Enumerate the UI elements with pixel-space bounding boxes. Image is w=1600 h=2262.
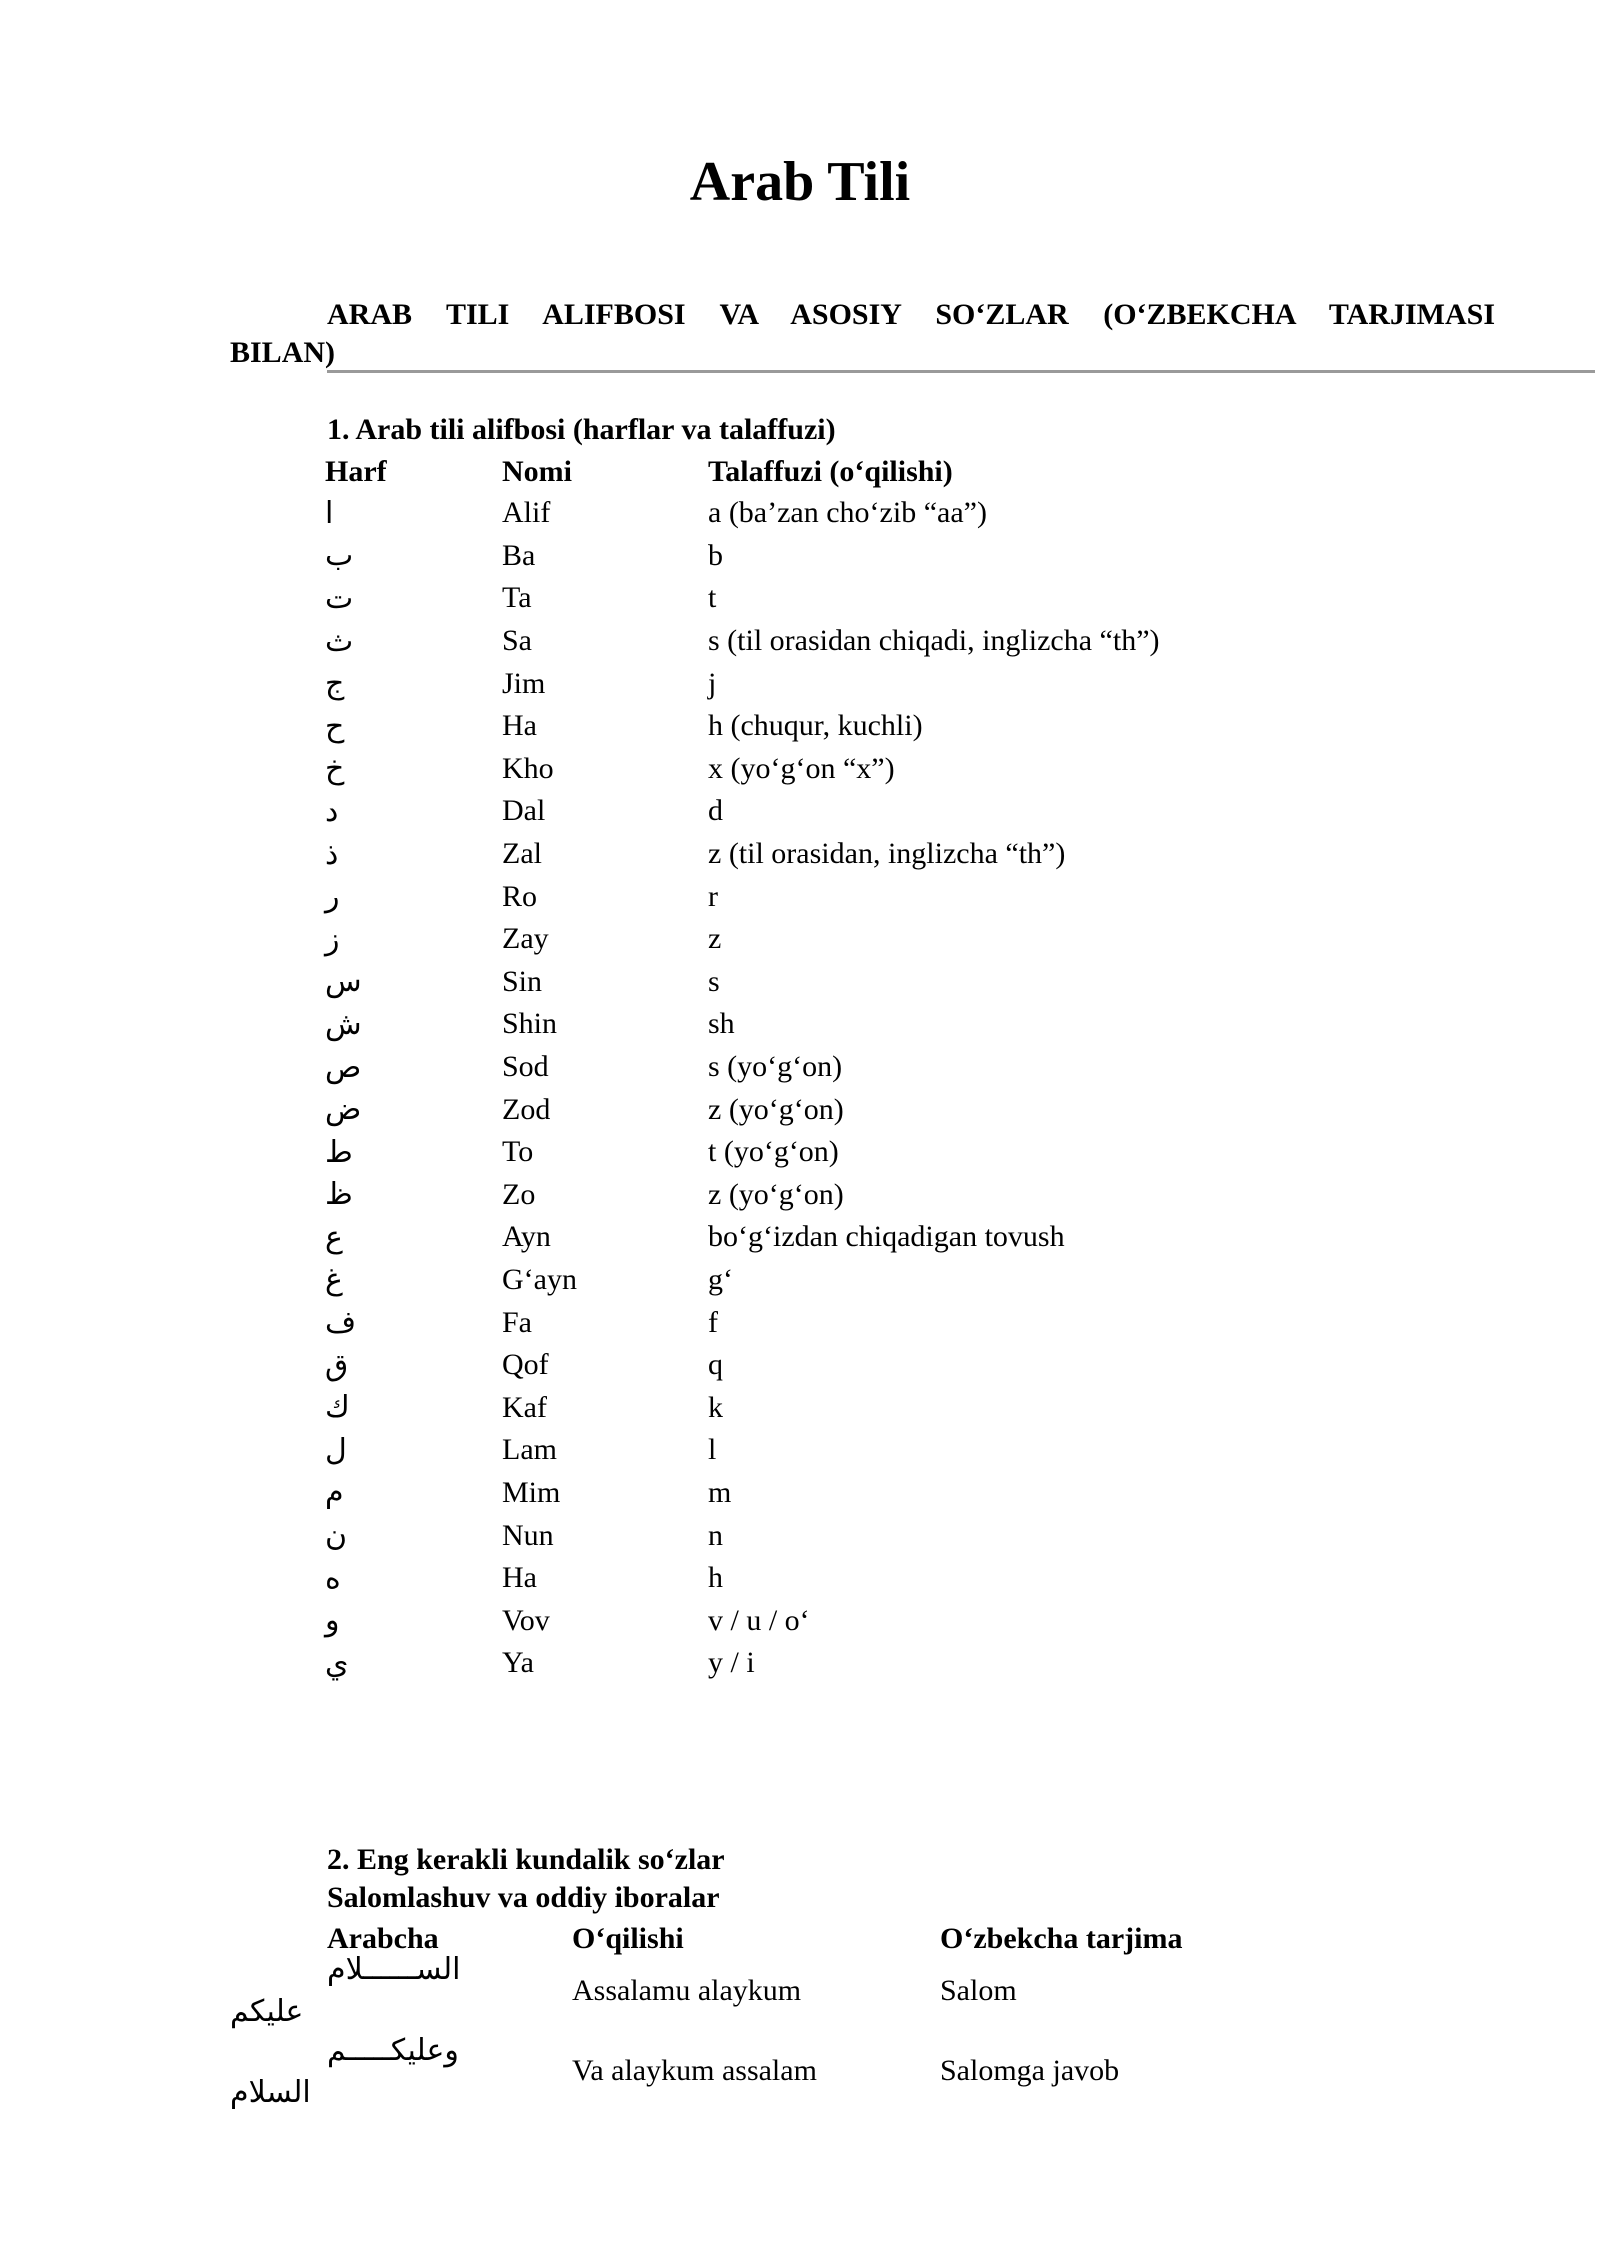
letter-name-cell: Kaf (502, 1390, 547, 1424)
pronunciation-cell: bo‘g‘izdan chiqadigan tovush (708, 1220, 1065, 1254)
pronunciation-cell: n (708, 1518, 723, 1552)
phrase-arabic-part-2: عليكم (230, 1994, 304, 2029)
pronunciation-cell: b (708, 538, 723, 572)
phrase-translation: Salom (940, 1974, 1017, 2007)
page-title: Arab Tili (689, 151, 911, 213)
letter-name-cell: G‘ayn (502, 1262, 577, 1296)
alphabet-row (325, 1046, 1408, 1089)
pronunciation-cell: s (708, 964, 720, 998)
document-heading (230, 296, 1495, 372)
pronunciation-cell: a (ba’zan cho‘zib “aa”) (708, 496, 987, 530)
pronunciation-cell: x (yo‘g‘on “x”) (708, 751, 895, 785)
letter-cell: ش (325, 1006, 362, 1042)
pronunciation-cell: v / u / o‘ (708, 1603, 810, 1637)
letter-name-cell: Mim (502, 1475, 561, 1509)
letter-name-cell: Lam (502, 1433, 557, 1467)
pronunciation-cell: j (708, 666, 717, 700)
letter-cell: ا (325, 495, 334, 531)
letter-cell: ع (325, 1219, 343, 1255)
pronunciation-cell: t (708, 581, 717, 615)
section-2-title: 2. Eng kerakli kundalik so‘zlar (327, 1843, 725, 1876)
letter-cell: ط (325, 1134, 353, 1170)
letter-cell: د (325, 793, 339, 829)
pronunciation-cell: q (708, 1348, 723, 1382)
letter-cell: ه (325, 1560, 341, 1596)
alphabet-row (325, 1599, 1408, 1642)
letter-name-cell: Sa (502, 624, 532, 658)
letter-name-cell: Qof (502, 1348, 549, 1382)
letter-cell: ل (325, 1432, 347, 1468)
column-header-nomi: Nomi (502, 455, 572, 488)
pronunciation-cell: k (708, 1390, 723, 1424)
alphabet-table (325, 452, 1408, 1685)
pronunciation-cell: z (yo‘g‘on) (708, 1092, 844, 1126)
section-1-title: 1. Arab tili alifbosi (harflar va talaffuzi) (327, 413, 836, 446)
phrase-reading: Va alaykum assalam (572, 2054, 817, 2087)
letter-cell: ن (325, 1518, 348, 1554)
letter-name-cell: Zal (502, 837, 542, 871)
letter-name-cell: Ha (502, 709, 537, 743)
pronunciation-cell: sh (708, 1007, 735, 1041)
column-header-arabcha: Arabcha (327, 1922, 439, 1955)
letter-cell: س (325, 964, 362, 1000)
letter-cell: ض (325, 1092, 362, 1128)
pronunciation-cell: g‘ (708, 1262, 733, 1296)
letter-cell: ب (325, 538, 354, 574)
letter-name-cell: Jim (502, 666, 546, 700)
phrase-arabic-part-1: الســــــلام (327, 1952, 461, 1987)
letter-name-cell: Shin (502, 1007, 558, 1041)
alphabet-table-header (325, 452, 1408, 492)
alphabet-row (325, 535, 1408, 578)
alphabet-row (325, 705, 1408, 748)
letter-cell: ز (325, 921, 340, 957)
pronunciation-cell: s (yo‘g‘on) (708, 1050, 843, 1084)
letter-cell: ر (325, 879, 340, 915)
column-header-tarjima: O‘zbekcha tarjima (940, 1922, 1183, 1955)
alphabet-row (325, 662, 1408, 705)
pronunciation-cell: f (708, 1305, 718, 1339)
letter-name-cell: Dal (502, 794, 546, 828)
horizontal-rule (327, 370, 1595, 373)
letter-cell: ذ (325, 836, 339, 872)
letter-cell: ص (325, 1049, 362, 1085)
alphabet-row (325, 1472, 1408, 1515)
letter-name-cell: Ayn (502, 1220, 551, 1254)
alphabet-row (325, 1088, 1408, 1131)
phrase-arabic-part-1: وعليكـــــم (327, 2033, 459, 2068)
pronunciation-cell: z (yo‘g‘on) (708, 1177, 844, 1211)
letter-name-cell: Sin (502, 964, 543, 998)
pronunciation-cell: h (chuqur, kuchli) (708, 709, 923, 743)
alphabet-row (325, 620, 1408, 663)
pronunciation-cell: y / i (708, 1646, 755, 1680)
letter-name-cell: Ta (502, 581, 532, 615)
letter-cell: ح (325, 708, 345, 744)
alphabet-row (325, 1386, 1408, 1429)
alphabet-row (325, 1216, 1408, 1259)
letter-cell: خ (325, 751, 345, 787)
alphabet-row (325, 577, 1408, 620)
letter-name-cell: Zod (502, 1092, 551, 1126)
heading-line-2: BILAN) (230, 336, 336, 369)
letter-name-cell: Ya (502, 1646, 534, 1680)
letter-cell: و (325, 1603, 340, 1639)
phrase-reading: Assalamu alaykum (572, 1974, 802, 2007)
pronunciation-cell: d (708, 794, 723, 828)
alphabet-row (325, 875, 1408, 918)
heading-line-1: ARAB TILI ALIFBOSI VA ASOSIY SO‘ZLAR (O‘ZBEKCHA TARJIMASI (327, 298, 1495, 331)
letter-name-cell: Vov (502, 1603, 550, 1637)
letter-name-cell: Zay (502, 922, 549, 956)
alphabet-row (325, 492, 1408, 535)
alphabet-row (325, 1514, 1408, 1557)
letter-name-cell: Fa (502, 1305, 532, 1339)
letter-cell: ك (325, 1390, 350, 1426)
alphabet-row (325, 1259, 1408, 1302)
phrase-translation: Salomga javob (940, 2054, 1120, 2087)
alphabet-row (325, 1301, 1408, 1344)
alphabet-row (325, 1344, 1408, 1387)
column-header-oqilishi: O‘qilishi (572, 1922, 684, 1955)
pronunciation-cell: z (708, 922, 722, 956)
letter-cell: ف (325, 1305, 357, 1341)
phrase-arabic-part-2: السلام (230, 2075, 311, 2110)
letter-name-cell: Kho (502, 751, 554, 785)
letter-cell: ج (325, 666, 345, 702)
letter-name-cell: Ha (502, 1561, 537, 1595)
pronunciation-cell: z (til orasidan, inglizcha “th”) (708, 837, 1066, 871)
pronunciation-cell: m (708, 1475, 732, 1509)
alphabet-row (325, 961, 1408, 1004)
letter-name-cell: Zo (502, 1177, 536, 1211)
alphabet-row (325, 1131, 1408, 1174)
letter-name-cell: Alif (502, 496, 551, 530)
letter-name-cell: Sod (502, 1050, 549, 1084)
letter-cell: غ (325, 1262, 343, 1298)
letter-name-cell: Nun (502, 1518, 554, 1552)
alphabet-row (325, 1174, 1408, 1217)
pronunciation-cell: s (til orasidan chiqadi, inglizcha “th”) (708, 624, 1160, 658)
alphabet-row (325, 748, 1408, 791)
alphabet-row (325, 833, 1408, 876)
pronunciation-cell: r (708, 879, 718, 913)
letter-name-cell: To (502, 1135, 534, 1169)
alphabet-row (325, 1003, 1408, 1046)
letter-cell: ي (325, 1645, 349, 1681)
letter-cell: ت (325, 580, 354, 616)
section-2-subtitle: Salomlashuv va oddiy iboralar (327, 1881, 720, 1914)
letter-cell: ث (325, 623, 354, 659)
pronunciation-cell: t (yo‘g‘on) (708, 1135, 839, 1169)
alphabet-row (325, 1557, 1408, 1600)
letter-cell: ظ (325, 1177, 353, 1213)
alphabet-row (325, 1429, 1408, 1472)
alphabet-row (325, 918, 1408, 961)
column-header-harf: Harf (325, 455, 387, 488)
letter-cell: ق (325, 1347, 349, 1383)
alphabet-row (325, 1642, 1408, 1685)
pronunciation-cell: l (708, 1433, 717, 1467)
alphabet-row (325, 790, 1408, 833)
letter-name-cell: Ba (502, 538, 536, 572)
column-header-talaffuz: Talaffuzi (o‘qilishi) (708, 455, 953, 488)
letter-name-cell: Ro (502, 879, 538, 913)
pronunciation-cell: h (708, 1561, 723, 1595)
letter-cell: م (325, 1475, 344, 1511)
